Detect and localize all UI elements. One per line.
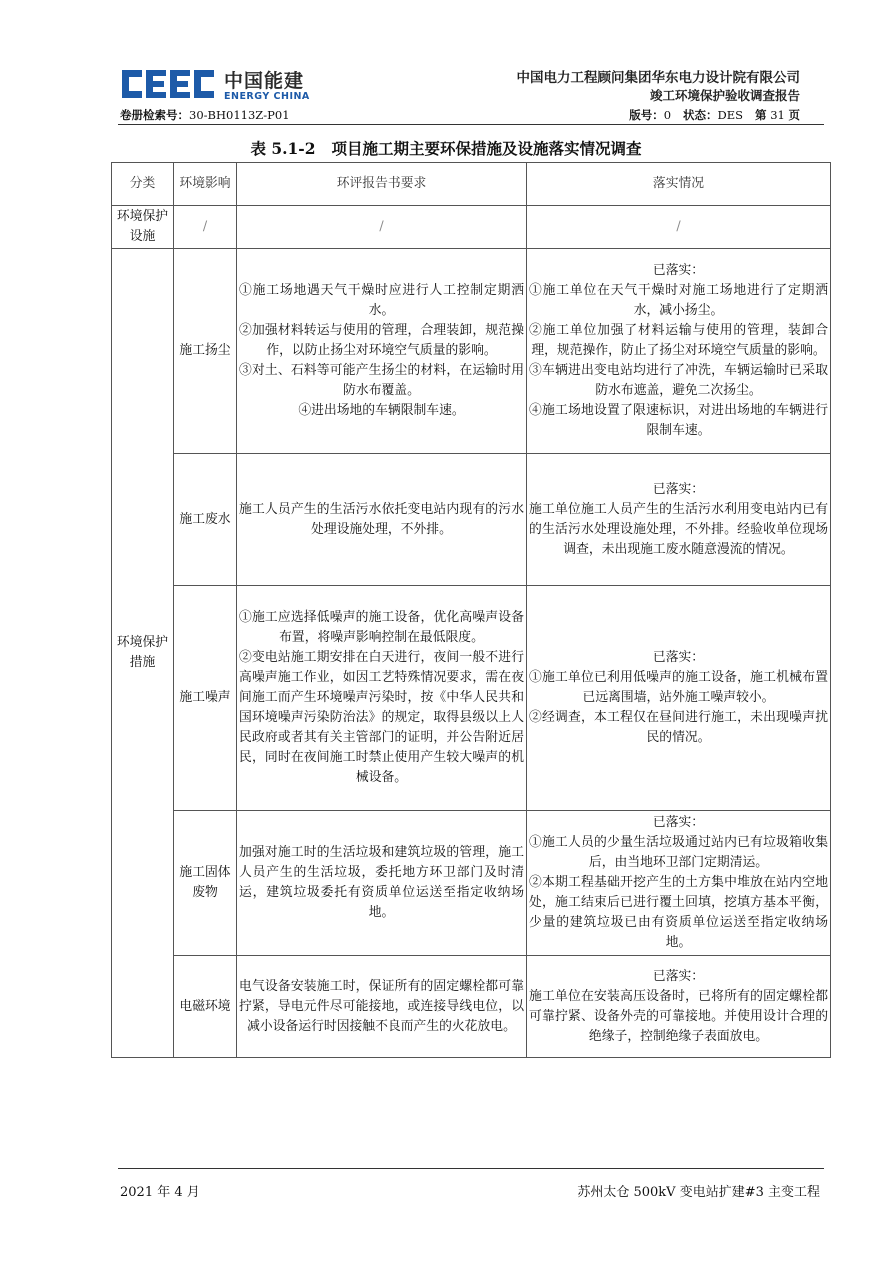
- facility-requirement: /: [237, 206, 527, 249]
- row-status: [527, 956, 831, 1058]
- requirement-line: ①施工应选择低噪声的施工设备，优化高噪声设备布置，将噪声影响控制在最低限度。: [239, 610, 524, 645]
- measures-category: 环境保护措施: [112, 249, 174, 1058]
- table-row: [112, 956, 831, 1058]
- requirement-line: 施工人员产生的生活污水依托变电站内现有的污水处理设施处理，不外排。: [239, 501, 524, 537]
- requirement-line: 电气设备安装施工时，保证所有的固定螺栓都可靠拧紧，导电元件尽可能接地，或连接导线电位，以减小设备运行时因接触不良而产生的火花放电。: [239, 978, 524, 1034]
- row-requirement: [237, 956, 527, 1058]
- measures-table: [111, 162, 831, 1058]
- status-line: 已落实：: [652, 481, 705, 497]
- header-category: 分类: [112, 163, 174, 206]
- row-impact: 施工废水: [174, 454, 237, 586]
- row-impact: 施工扬尘: [174, 249, 237, 454]
- header-requirement: 环评报告书要求: [237, 163, 527, 206]
- requirement-line: ②变电站施工期安排在白天进行，夜间一般不进行高噪声施工作业，如因工艺特殊情况要求，需在夜间施工而产生环境噪声污染时，按《中华人民共和国环境噪声污染防治法》的规定，取得县级以上人民政府或者其有关主管部门的证明，并公告附近居民，同时在夜间施工时禁止使用产生较大噪声的机械设备。: [239, 650, 524, 785]
- table-row: [112, 811, 831, 956]
- doc-id: [120, 107, 290, 123]
- row-impact: 电磁环境: [174, 956, 237, 1058]
- footer-date: 2021 年 4 月: [120, 1185, 200, 1200]
- status-line: ①施工单位在天气干燥时对施工场地进行了定期洒水，减小扬尘。: [529, 283, 828, 318]
- row-status: [527, 811, 831, 956]
- status-label: 状态：: [683, 108, 718, 122]
- header-impact: 环境影响: [174, 163, 237, 206]
- doc-id-value: 30-BH0113Z-P01: [189, 108, 290, 122]
- requirement-line: ③对土、石料等可能产生扬尘的材料，在运输时用防水布覆盖。: [239, 363, 524, 398]
- status-line: ①施工单位已利用低噪声的施工设备，施工机械布置已远离围墙，站外施工噪声较小。: [529, 670, 828, 705]
- status-line: ①施工人员的少量生活垃圾通过站内已有垃圾箱收集后，由当地环卫部门定期清运。: [529, 835, 828, 870]
- requirement-line: ①施工场地遇天气干燥时应进行人工控制定期洒水。: [239, 283, 524, 318]
- ceec-logo-icon: [120, 66, 218, 102]
- footer-project: 苏州太仓 500kV 变电站扩建#3 主变工程: [577, 1185, 820, 1200]
- status-line: 已落实：: [652, 650, 705, 665]
- table-title: [0, 137, 892, 159]
- report-name: 竣工环境保护验收调查报告: [649, 88, 800, 103]
- row-requirement: [237, 586, 527, 811]
- status-line: ④施工场地设置了限速标识，对进出场地的车辆进行限制车速。: [529, 403, 828, 438]
- logo-chinese-text: 中国能建: [224, 70, 305, 92]
- status-value: DES: [717, 108, 744, 122]
- status-line: 已落实：: [652, 263, 705, 278]
- facility-impact: /: [174, 206, 237, 249]
- row-impact: 施工噪声: [174, 586, 237, 811]
- requirement-line: ④进出场地的车辆限制车速。: [298, 403, 465, 418]
- row-impact: 施工固体废物: [174, 811, 237, 956]
- status-line: ②施工单位加强了材料运输与使用的管理，装卸合理，规范操作，防止了扬尘对环境空气质量的影响。: [529, 323, 828, 358]
- header-divider: [118, 124, 824, 125]
- facility-status: /: [527, 206, 831, 249]
- row-requirement: [237, 249, 527, 454]
- requirement-line: ②加强材料转运与使用的管理，合理装卸，规范操作，以防止扬尘对环境空气质量的影响。: [239, 323, 524, 358]
- requirement-line: 加强对施工时的生活垃圾和建筑垃圾的管理，施工人员产生的生活垃圾，委托地方环卫部门及时清运，建筑垃圾委托有资质单位运送至指定收纳场地。: [239, 845, 524, 920]
- header-status: 落实情况: [527, 163, 831, 206]
- energy-china-logo: [120, 66, 320, 106]
- status-line: 已落实：: [652, 968, 705, 984]
- table-row: [112, 249, 831, 454]
- table-title-number: 表 5.1-2: [250, 139, 316, 158]
- row-requirement: [237, 454, 527, 586]
- status-line: ②本期工程基础开挖产生的土方集中堆放在站内空地处，施工结束后已进行覆土回填，挖填方基本平衡，少量的建筑垃圾已由有资质单位运送至指定收纳场地。: [529, 875, 828, 950]
- table-header-row: [112, 163, 831, 206]
- footer-divider: [118, 1168, 824, 1169]
- version-label: 版号：: [629, 108, 664, 122]
- status-line: 施工单位施工人员产生的生活污水利用变电站内已有的生活污水处理设施处理，不外排。经验收单位现场调查，未出现施工废水随意漫流的情况。: [529, 501, 828, 557]
- page-number: 31: [770, 108, 785, 122]
- table-row: [112, 586, 831, 811]
- doc-id-label: 卷册检索号：: [120, 108, 189, 122]
- status-line: 已落实：: [652, 815, 705, 830]
- row-status: [527, 249, 831, 454]
- row-requirement: [237, 811, 527, 956]
- page-label-post: 页: [788, 108, 800, 122]
- table-title-text: 项目施工期主要环保措施及设施落实情况调查: [331, 139, 642, 158]
- logo-english-text: ENERGY CHINA: [224, 91, 310, 102]
- status-line: ②经调查，本工程仅在昼间进行施工，未出现噪声扰民的情况。: [529, 710, 828, 745]
- company-name: 中国电力工程顾问集团华东电力设计院有限公司: [516, 70, 800, 86]
- version-value: 0: [663, 108, 672, 122]
- table-row-facility: [112, 206, 831, 249]
- status-line: ③车辆进出变电站均进行了冲洗，车辆运输时已采取防水布遮盖，避免二次扬尘。: [529, 363, 828, 398]
- page-label-pre: 第: [755, 108, 767, 122]
- doc-meta: [629, 107, 800, 123]
- table-row: [112, 454, 831, 586]
- status-line: 施工单位在安装高压设备时，已将所有的固定螺栓都可靠拧紧、设备外壳的可靠接地。并使用设计合理的绝缘子，控制绝缘子表面放电。: [529, 988, 828, 1044]
- facility-category: 环境保护设施: [112, 206, 174, 249]
- row-status: [527, 586, 831, 811]
- row-status: [527, 454, 831, 586]
